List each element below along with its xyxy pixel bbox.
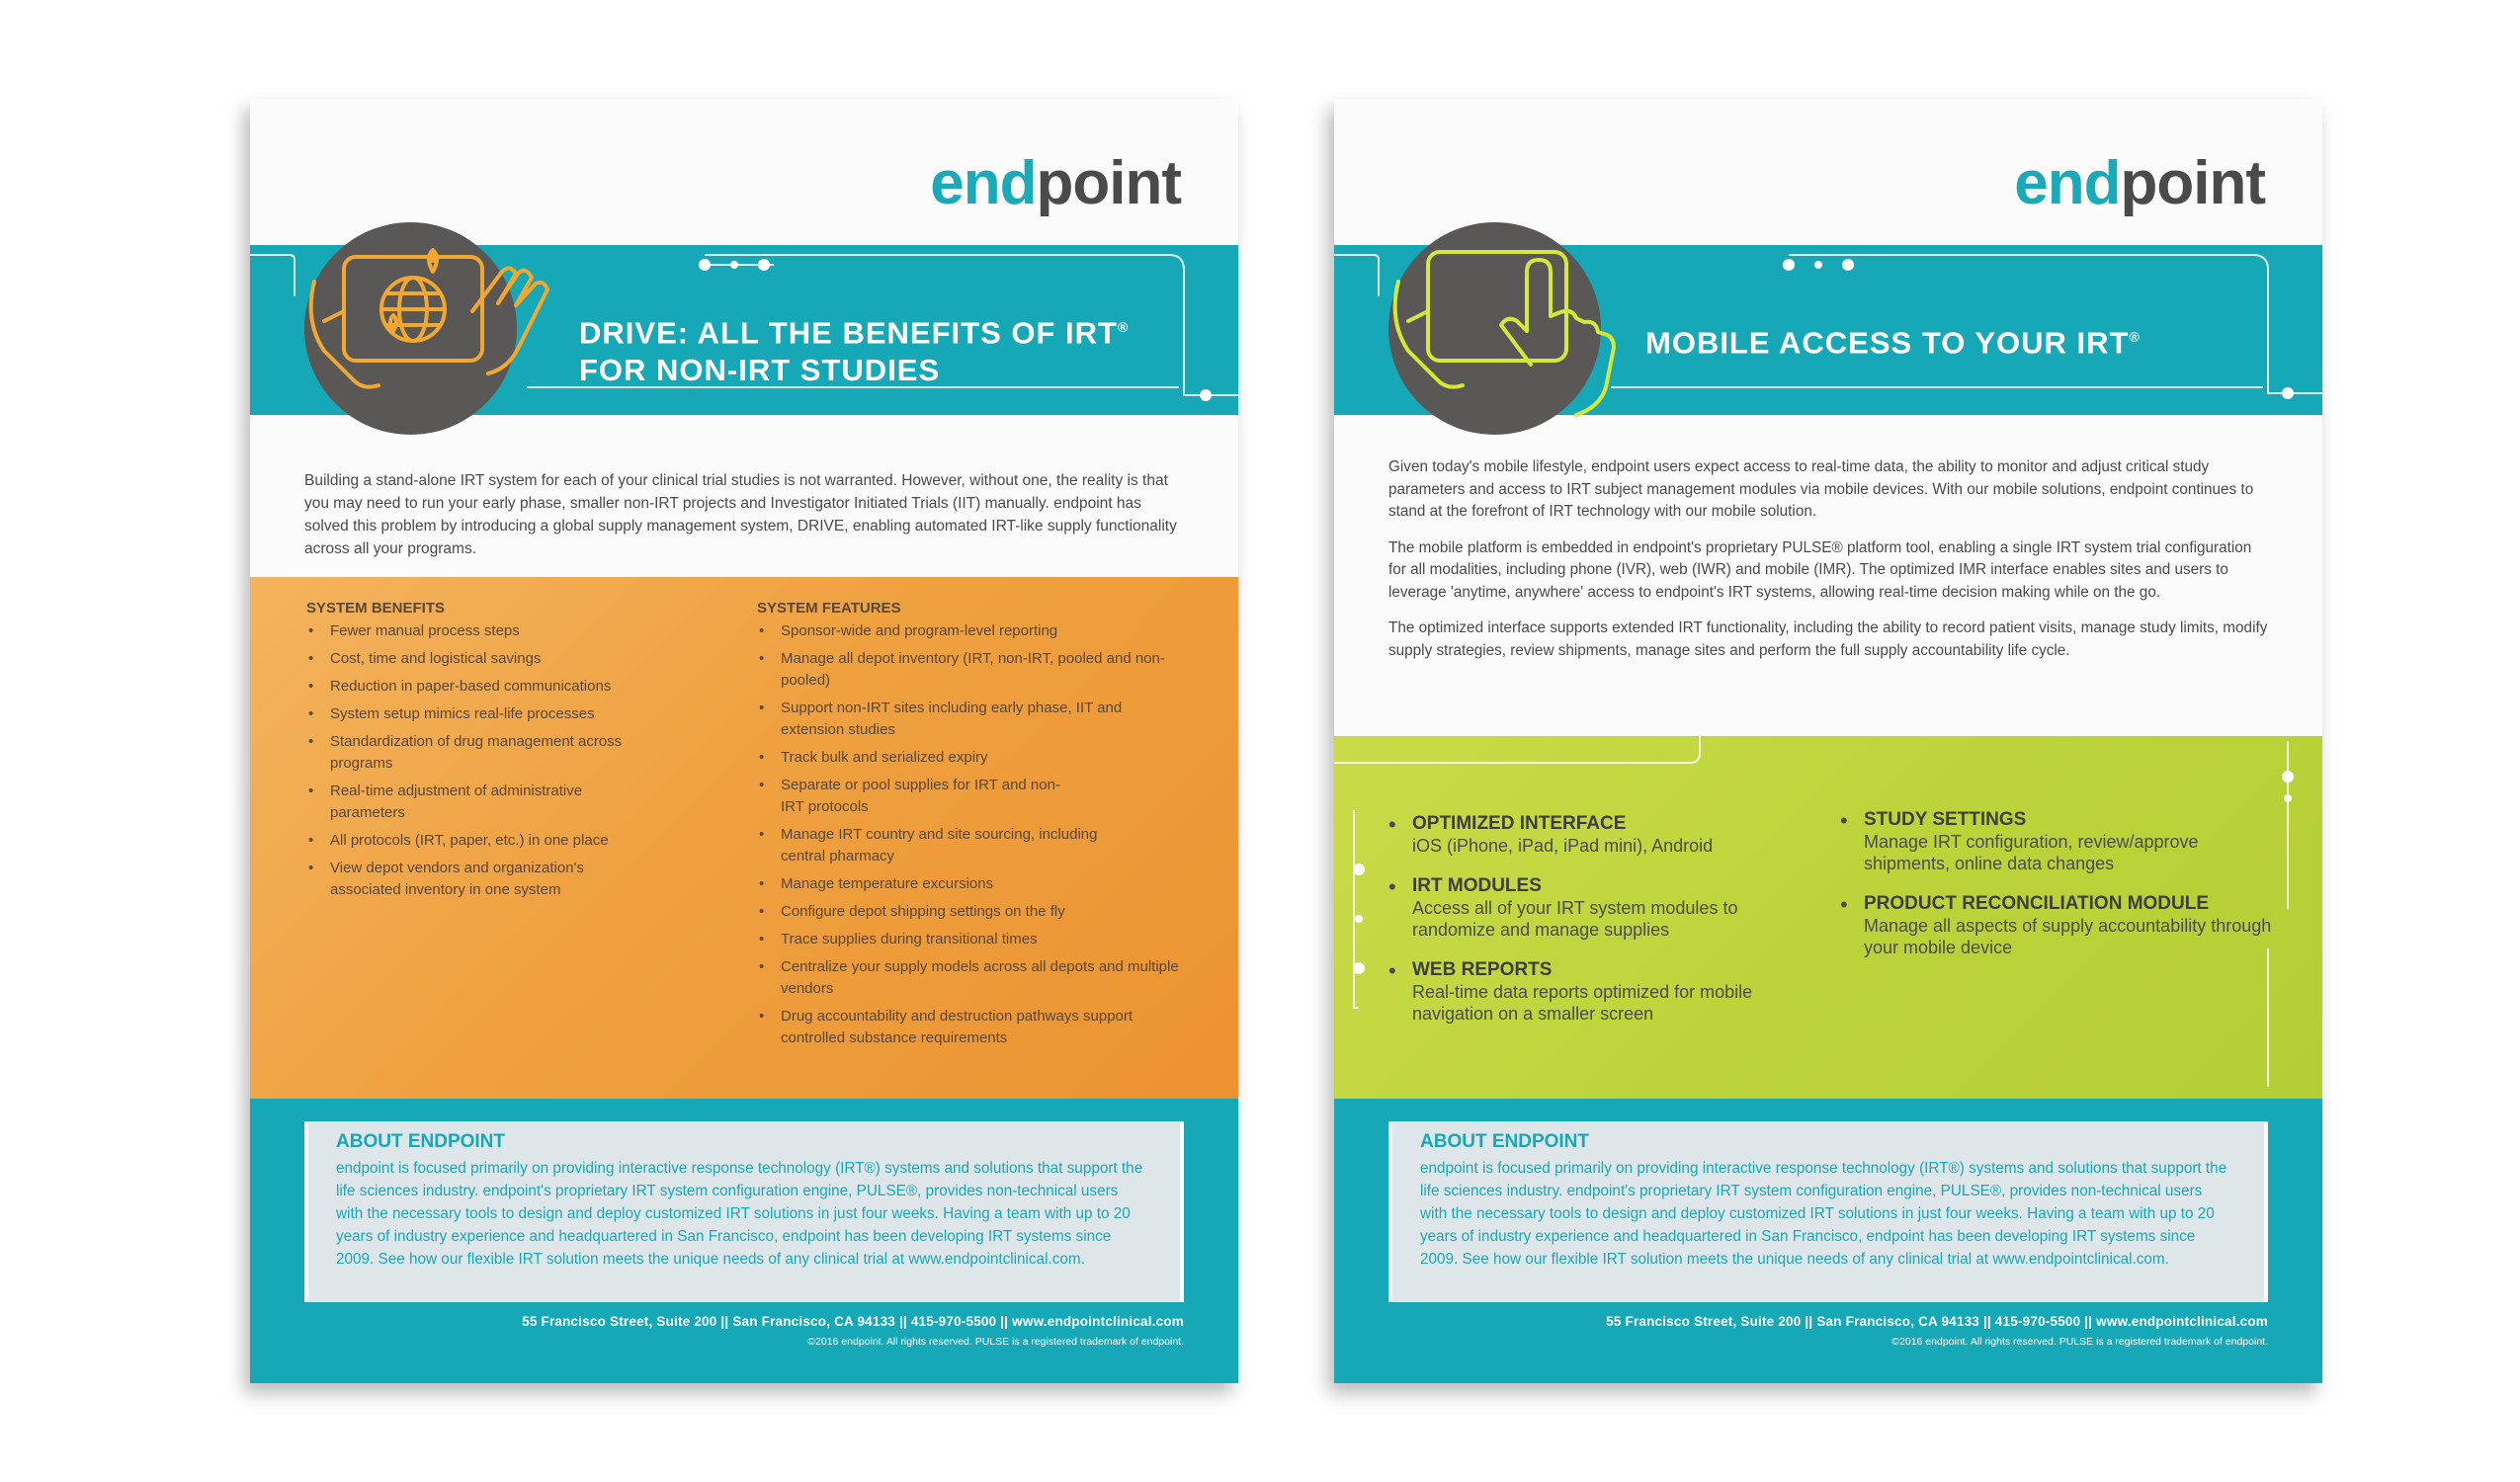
features-list <box>757 620 1182 1055</box>
list-item: • Sponsor-wide and program-level reporting <box>757 620 1182 642</box>
flyer-drive <box>250 99 1238 1383</box>
footer-copyright: ©2016 endpoint. All rights reserved. PULSE is a registered trademark of endpoint. <box>1891 1336 2268 1348</box>
footer-contact: 55 Francisco Street, Suite 200 || San Francisco, CA 94133 || 415-970-5500 || www.endpointclinical.com <box>1606 1314 2268 1329</box>
benefits-heading: SYSTEM BENEFITS <box>306 600 446 617</box>
list-item: • Manage all depot inventory (IRT, non-IRT, pooled and non-pooled) <box>757 648 1182 692</box>
list-item: • PRODUCT RECONCILIATION MODULE Manage all aspects of supply accountability through your mobile device <box>1840 892 2275 958</box>
list-item: • Fewer manual process steps <box>306 620 682 642</box>
list-item: • Separate or pool supplies for IRT and non-IRT protocols <box>757 775 1077 818</box>
list-item: • Drug accountability and destruction pathways support controlled substance requirements <box>757 1006 1182 1049</box>
list-item: • STUDY SETTINGS Manage IRT configuration, review/approve shipments, online data changes <box>1840 808 2275 874</box>
features-list-left <box>1388 812 1804 1042</box>
intro-paragraphs <box>1388 456 2268 676</box>
about-heading: ABOUT ENDPOINT <box>336 1131 505 1152</box>
list-item: • System setup mimics real-life processes <box>306 703 682 725</box>
list-item: • Standardization of drug management across programs <box>306 731 627 775</box>
list-item: • Configure depot shipping settings on the fly <box>757 901 1182 923</box>
features-list-right <box>1840 808 2275 976</box>
about-text: endpoint is focused primarily on providing interactive response technology (IRT®) systems and solutions that support the life sciences industry. endpoint's proprietary IRT system configuration engine, PULSE®, provides non-technical users with the necessary tools to design and deploy customized IRT solutions in just four weeks. Having a team with up to 20 years of industry experience and headquartered in San Francisco, endpoint has been developing IRT systems since 2009. See how our flexible IRT solution meets the unique needs of any clinical trial at www.endpointclinical.com. <box>336 1160 1143 1268</box>
about-text: endpoint is focused primarily on providing interactive response technology (IRT®) systems and solutions that support the life sciences industry. endpoint's proprietary IRT system configuration engine, PULSE®, provides non-technical users with the necessary tools to design and deploy customized IRT solutions in just four weeks. Having a team with up to 20 years of industry experience and headquartered in San Francisco, endpoint has been developing IRT systems since 2009. See how our flexible IRT solution meets the unique needs of any clinical trial at www.endpointclinical.com. <box>1420 1160 2227 1268</box>
list-item: • Cost, time and logistical savings <box>306 648 682 670</box>
page-title: DRIVE: ALL THE BENEFITS OF IRT® FOR NON-IRT STUDIES <box>579 315 1130 388</box>
features-heading: SYSTEM FEATURES <box>757 600 901 617</box>
about-box <box>304 1121 1184 1302</box>
list-item: • Trace supplies during transitional times <box>757 929 1182 950</box>
about-box <box>1388 1121 2268 1302</box>
hero-circle <box>1388 222 1601 435</box>
page-title: MOBILE ACCESS TO YOUR IRT® <box>1645 325 2141 361</box>
endpoint-logo: endpoint <box>930 149 1181 217</box>
intro-paragraph: The optimized interface supports extended IRT functionality, including the ability to record patient visits, manage study limits, modify supply strategies, review shipments, manage sites and perform the full supply accountability life cycle. <box>1388 619 2268 659</box>
tablet-touch-icon <box>1388 222 1645 435</box>
benefits-list <box>306 620 682 907</box>
tablet-globe-icon <box>304 222 561 435</box>
list-item: • IRT MODULES Access all of your IRT system modules to randomize and manage supplies <box>1388 874 1804 941</box>
list-item: • WEB REPORTS Real-time data reports optimized for mobile navigation on a smaller screen <box>1388 958 1804 1025</box>
list-item: • All protocols (IRT, paper, etc.) in one place <box>306 830 682 852</box>
intro-paragraph: Building a stand-alone IRT system for each of your clinical trial studies is not warranted. However, without one, the reality is that you may need to run your early phase, smaller non-IRT projects and Investigator Initiated Trials (IIT) manually. endpoint has solved this problem by introducing a global supply management system, DRIVE, enabling automated IRT-like supply functionality across all your programs. <box>304 472 1177 557</box>
hero-circle <box>304 222 517 435</box>
list-item: • Manage IRT country and site sourcing, including central pharmacy <box>757 824 1117 867</box>
intro-paragraph: The mobile platform is embedded in endpoint's proprietary PULSE® platform tool, enabling a single IRT system trial configuration for all modalities, including phone (IVR), web (IWR) and mobile (IMR). The optimized IMR interface enables sites and users to leverage 'anytime, anywhere' access to endpoint's IRT systems, allowing real-time decision making while on the go. <box>1388 538 2252 601</box>
footer-contact: 55 Francisco Street, Suite 200 || San Francisco, CA 94133 || 415-970-5500 || www.endpointclinical.com <box>522 1314 1184 1329</box>
about-heading: ABOUT ENDPOINT <box>1420 1131 1589 1152</box>
list-item: • Reduction in paper-based communications <box>306 676 682 698</box>
flyer-mobile <box>1334 99 2322 1383</box>
footer-copyright: ©2016 endpoint. All rights reserved. PULSE is a registered trademark of endpoint. <box>807 1336 1184 1348</box>
list-item: • Centralize your supply models across all depots and multiple vendors <box>757 956 1182 1000</box>
list-item: • Manage temperature excursions <box>757 873 1182 895</box>
intro-paragraph: Given today's mobile lifestyle, endpoint users expect access to real-time data, the ability to monitor and adjust critical study parameters and access to IRT subject management modules via mobile devices. With our mobile solutions, endpoint continues to stand at the forefront of IRT technology with our mobile solution. <box>1388 458 2254 520</box>
endpoint-logo: endpoint <box>2014 149 2265 217</box>
list-item: • Track bulk and serialized expiry <box>757 747 1182 769</box>
list-item: • OPTIMIZED INTERFACE iOS (iPhone, iPad, iPad mini), Android <box>1388 812 1804 857</box>
list-item: • Real-time adjustment of administrative parameters <box>306 781 597 824</box>
list-item: • Support non-IRT sites including early phase, IIT and extension studies <box>757 698 1182 741</box>
list-item: • View depot vendors and organization's associated inventory in one system <box>306 858 656 901</box>
